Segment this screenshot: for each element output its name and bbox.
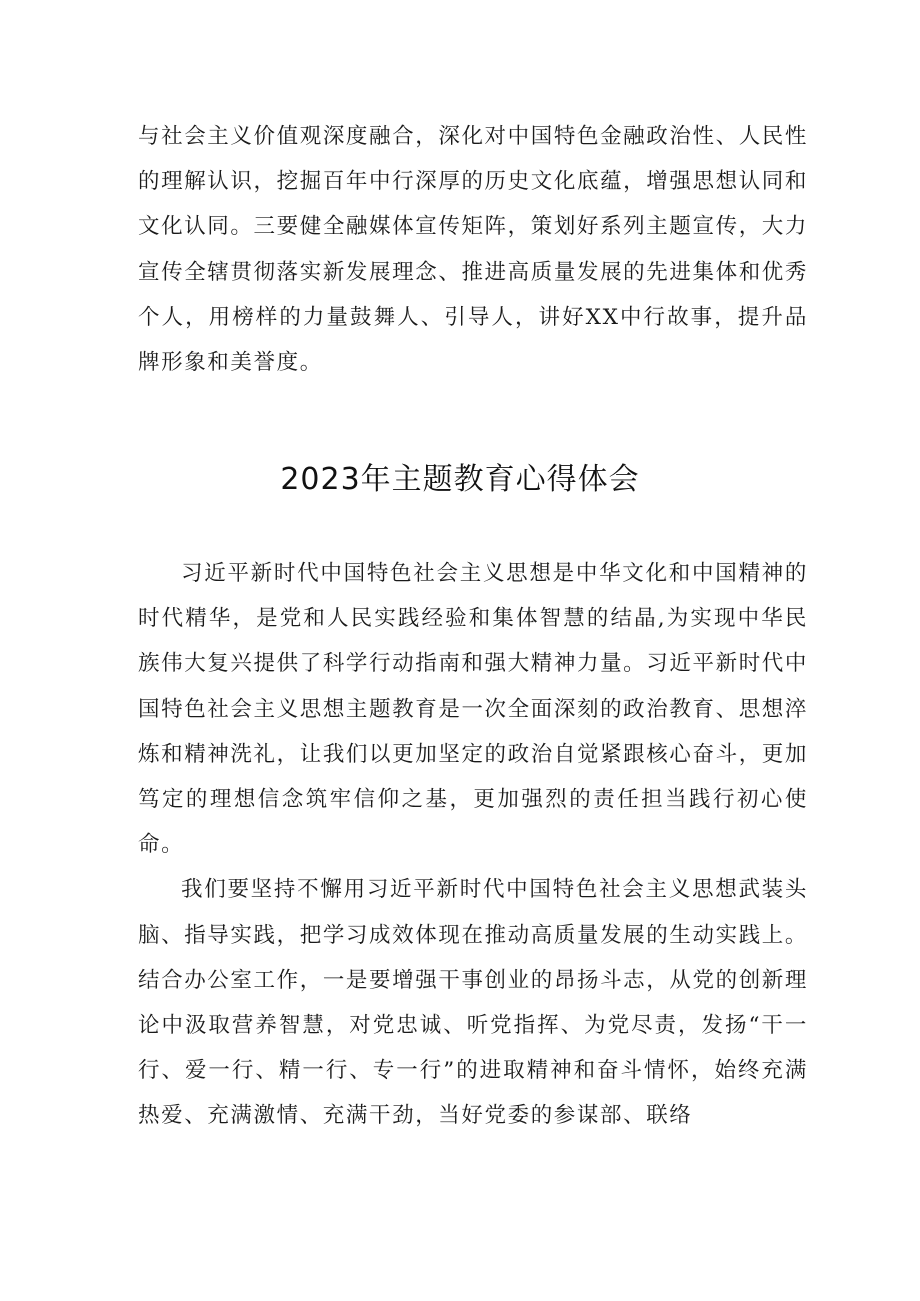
- body-text-block: [138, 551, 808, 1139]
- document-title: 2023年主题教育心得体会: [280, 462, 640, 497]
- lead-paragraph-block: [138, 114, 808, 385]
- body-paragraph-2: 我们要坚持不懈用习近平新时代中国特色社会主义思想武装头脑、指导实践，把学习成效体现在推动高质量发展的生动实践上。结合办公室工作，一是要增强干事创业的昂扬斗志，从党的创新理论中汲取营养智慧，对党忠诚、听党指挥、为党尽责，发扬“干一行、爱一行、精一行、专一行”的进取精神和奋斗情怀，始终充满热爱、充满激情、充满干劲，当好党委的参谋部、联络: [138, 877, 808, 1129]
- body-paragraph-1: 习近平新时代中国特色社会主义思想是中华文化和中国精神的时代精华，是党和人民实践经验和集体智慧的结晶,为实现中华民族伟大复兴提供了科学行动指南和强大精神力量。习近平新时代中国特色社会主义思想主题教育是一次全面深刻的政治教育、思想淬炼和精神洗礼，让我们以更加坚定的政治自觉紧跟核心奋斗，更加笃定的理想信念筑牢信仰之基，更加强烈的责任担当践行初心使命。: [138, 561, 808, 858]
- lead-paragraph: 与社会主义价值观深度融合，深化对中国特色金融政治性、人民性的理解认识，挖掘百年中行深厚的历史文化底蕴，增强思想认同和文化认同。三要健全融媒体宣传矩阵，策划好系列主题宣传，大力宣传全辖贯彻落实新发展理念、推进高质量发展的先进集体和优秀个人，用榜样的力量鼓舞人、引导人，讲好XX中行故事，提升品牌形象和美誉度。: [138, 124, 808, 376]
